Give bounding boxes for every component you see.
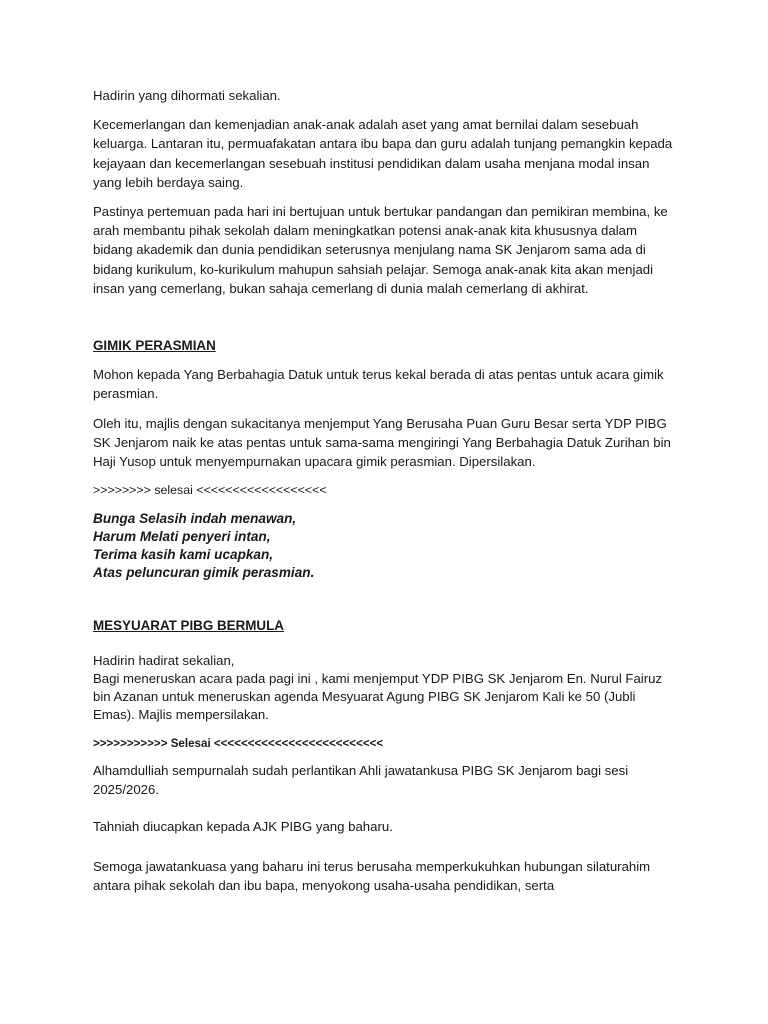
intro-paragraph-1: Kecemerlangan dan kemenjadian anak-anak adalah aset yang amat bernilai dalam sesebuah keluarga. Lantaran itu, permuafakatan antara ibu bapa dan guru adalah tunjang pemangkin kepada kejayaan dan kecemerlangan sesebuah institusi pendidikan dalam usaha menjana modal insan yang lebih berdaya saing. — [93, 117, 673, 190]
mesyuarat-paragraph-1: Bagi meneruskan acara pada pagi ini , kami menjemput YDP PIBG SK Jenjarom En. Nurul Fairuz bin Azanan untuk meneruskan agenda Mesyuarat Agung PIBG SK Jenjarom Kali ke 50 (Jubli Emas). Majlis mempersilakan. — [93, 670, 663, 722]
document-page — [93, 86, 673, 895]
poem-line: Harum Melati penyeri intan, — [93, 529, 271, 545]
mesyuarat-greeting: Hadirin hadirat sekalian, — [93, 652, 235, 668]
mesyuarat-heading: MESYUARAT PIBG BERMULA — [93, 617, 284, 633]
intro-greeting: Hadirin yang dihormati sekalian. — [93, 88, 281, 103]
poem-block — [93, 510, 673, 581]
mesyuarat-paragraph-2: Alhamdulliah sempurnalah sudah perlantikan Ahli jawatankusa PIBG SK Jenjarom bagi sesi 2025/2026. — [93, 763, 629, 798]
gimik-paragraph-2: Oleh itu, majlis dengan sukacitanya menjemput Yang Berusaha Puan Guru Besar serta YDP PIBG SK Jenjarom naik ke atas pentas untuk sama-sama mengiringi Yang Berbahagia Datuk Zurihan bin Haji Yusop untuk menyempurnakan upacara gimik perasmian. Dipersilakan. — [93, 415, 671, 470]
gimik-separator: >>>>>>>> selesai <<<<<<<<<<<<<<<<<< — [93, 483, 327, 498]
gimik-heading: GIMIK PERASMIAN — [93, 338, 216, 354]
poem-line: Bunga Selasih indah menawan, — [93, 511, 297, 527]
mesyuarat-separator: >>>>>>>>>>> Selesai <<<<<<<<<<<<<<<<<<<<<<<<< — [93, 736, 384, 750]
poem-line: Atas peluncuran gimik perasmian. — [93, 564, 315, 580]
mesyuarat-paragraph-4: Semoga jawatankuasa yang baharu ini terus berusaha memperkukuhkan hubungan silaturahim antara pihak sekolah dan ibu bapa, menyokong usaha-usaha pendidikan, serta — [93, 858, 651, 893]
mesyuarat-paragraph-3: Tahniah diucapkan kepada AJK PIBG yang baharu. — [93, 819, 393, 835]
gimik-paragraph-1: Mohon kepada Yang Berbahagia Datuk untuk terus kekal berada di atas pentas untuk acara gimik perasmian. — [93, 367, 664, 402]
intro-paragraph-2: Pastinya pertemuan pada hari ini bertujuan untuk bertukar pandangan dan pemikiran membina, ke arah membantu pihak sekolah dalam meningkatkan potensi anak-anak kita khususnya dalam bidang akademik dan dunia pendidikan seterusnya menjulang nama SK Jenjarom sama ada di bidang kurikulum, ko-kurikulum mahupun sahsiah pelajar. Semoga anak-anak kita akan menjadi insan yang cemerlang, bukan sahaja cemerlang di dunia malah cemerlang di akhirat. — [93, 204, 668, 296]
poem-line: Terima kasih kami ucapkan, — [93, 547, 274, 563]
